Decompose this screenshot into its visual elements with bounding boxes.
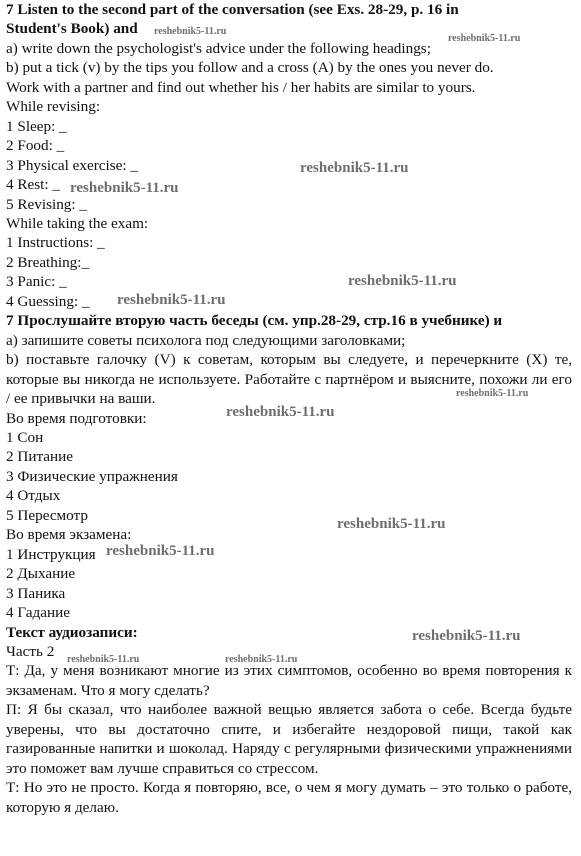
exam-item: 3 Panic: _ bbox=[6, 273, 67, 291]
exam-item-ru: 1 Инструкция bbox=[6, 545, 96, 563]
revising-item: 2 Food: _ bbox=[6, 137, 65, 155]
transcript-heading: Текст аудиозаписи: bbox=[6, 623, 138, 641]
prep-item: 5 Пересмотр bbox=[6, 506, 88, 524]
watermark-text: reshebnik5-11.ru bbox=[117, 292, 226, 308]
watermark-text: reshebnik5-11.ru bbox=[70, 180, 179, 196]
task-b-en: b) put a tick (v) by the tips you follow and a cross (A) by the ones you never do. bbox=[6, 59, 494, 77]
watermark-text: reshebnik5-11.ru bbox=[412, 628, 521, 644]
transcript-part: Часть 2 bbox=[6, 642, 55, 660]
watermark-text: reshebnik5-11.ru bbox=[456, 388, 529, 399]
prep-item: 1 Сон bbox=[6, 428, 44, 446]
task-c-en: Work with a partner and find out whether his / her habits are similar to yours. bbox=[6, 78, 476, 96]
watermark-text: reshebnik5-11.ru bbox=[225, 654, 298, 665]
watermark-text: reshebnik5-11.ru bbox=[154, 26, 227, 37]
revising-item: 5 Revising: _ bbox=[6, 195, 88, 213]
during-prep-heading: Во время подготовки: bbox=[6, 409, 147, 427]
watermark-text: reshebnik5-11.ru bbox=[226, 404, 335, 420]
while-revising-heading: While revising: bbox=[6, 98, 101, 116]
prep-item: 2 Питание bbox=[6, 448, 74, 466]
exam-item: 2 Breathing:_ bbox=[6, 253, 90, 271]
revising-item: 1 Sleep: _ bbox=[6, 117, 67, 135]
exercise-title-ru: 7 Прослушайте вторую часть беседы (см. упр.28-29, стр.16 в учебнике) и bbox=[6, 312, 503, 330]
task-b-ru: b) поставьте галочку (V) к советам, которым вы следуете, и перечеркните (X) те, которые вы никогда не используете. Работайте с партнёром и выясните, похожи ли его / ее привычки на ваши. bbox=[6, 351, 572, 408]
exam-item-ru: 3 Паника bbox=[6, 584, 66, 602]
watermark-text: reshebnik5-11.ru bbox=[448, 33, 521, 44]
exercise-page bbox=[6, 0, 572, 817]
exam-item-ru: 4 Гадание bbox=[6, 604, 70, 622]
watermark-text: reshebnik5-11.ru bbox=[67, 654, 140, 665]
exam-item: 4 Guessing: _ bbox=[6, 292, 90, 310]
watermark-text: reshebnik5-11.ru bbox=[300, 160, 409, 176]
revising-item: 4 Rest: _ bbox=[6, 176, 61, 194]
task-a-ru: а) запишите советы психолога под следующими заголовками; bbox=[6, 331, 406, 349]
exam-item: 1 Instructions: _ bbox=[6, 234, 105, 252]
watermark-text: reshebnik5-11.ru bbox=[337, 516, 446, 532]
watermark-text: reshebnik5-11.ru bbox=[106, 543, 215, 559]
exercise-title-en-line2: Student's Book) and bbox=[6, 20, 138, 38]
transcript-paragraph: Т: Но это не просто. Когда я повторяю, все, о чем я могу думать – это только о работе, которую я делаю. bbox=[6, 779, 572, 816]
watermark-text: reshebnik5-11.ru bbox=[348, 273, 457, 289]
task-a-en: a) write down the psychologist's advice under the following headings; bbox=[6, 39, 431, 57]
transcript-paragraph: П: Я бы сказал, что наиболее важной вещью является забота о себе. Всегда будьте уверены, что вы достаточно спите, и избегайте нездоровой пищи, такой как газированные напитки и шоколад. Наряду с регулярными физическими упражнениями это поможет вам лучше справиться со стрессом. bbox=[6, 701, 572, 777]
while-exam-heading: While taking the exam: bbox=[6, 214, 149, 232]
during-exam-heading: Во время экзамена: bbox=[6, 526, 132, 544]
transcript-paragraph: Т: Да, у меня возникают многие из этих симптомов, особенно во время повторения к экзаменам. Что я могу сделать? bbox=[6, 662, 572, 699]
prep-item: 4 Отдых bbox=[6, 487, 61, 505]
exercise-title-en-line1: 7 Listen to the second part of the conversation (see Exs. 28-29, p. 16 in bbox=[6, 1, 459, 18]
exam-item-ru: 2 Дыхание bbox=[6, 565, 76, 583]
revising-item: 3 Physical exercise: _ bbox=[6, 156, 139, 174]
prep-item: 3 Физические упражнения bbox=[6, 467, 178, 485]
